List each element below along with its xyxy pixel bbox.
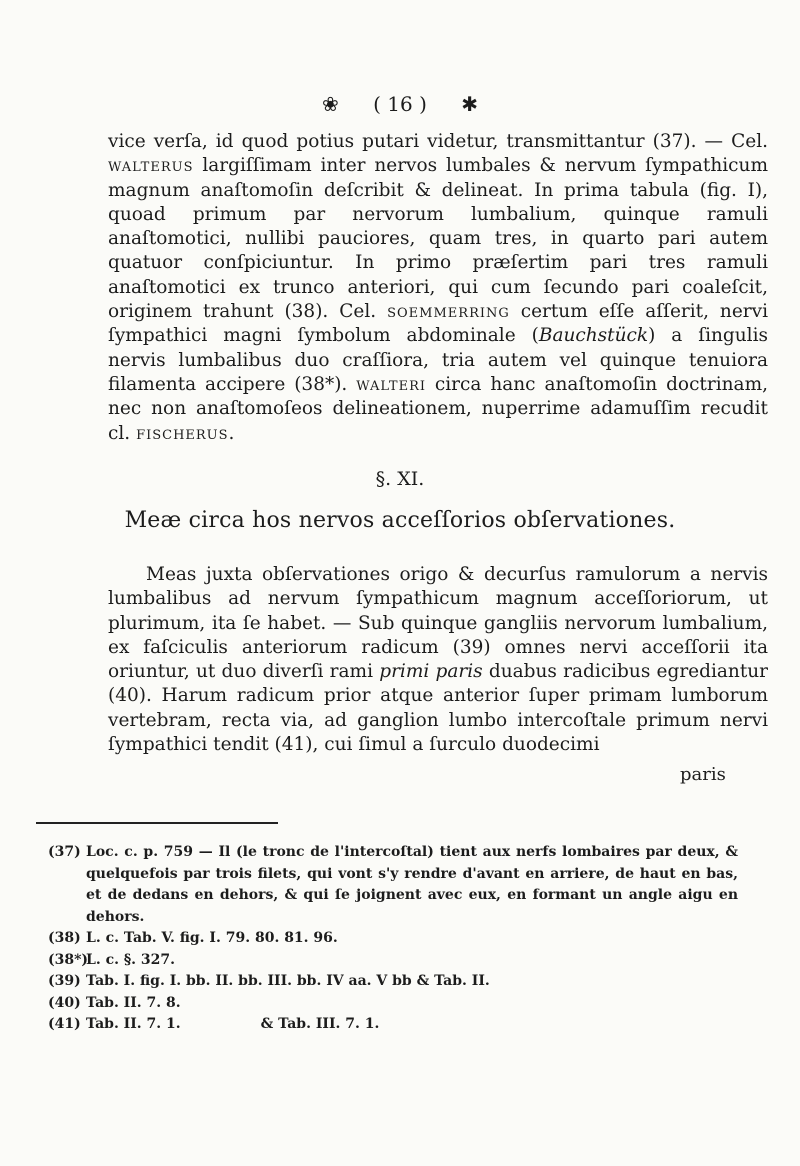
page-header <box>0 92 800 116</box>
section-number: §. XI. <box>375 468 425 490</box>
para2-part2: duabus radicibus egrediantur (40). Harum radicum prior atque anterior ſuper primam lumborum vertebram, recta via, ad ganglion lumbo intercoſtale primum nervi ſympathici tendit (41), cui ſimul a ſurculo duodecimi <box>108 661 769 756</box>
footnote-number: (38*) <box>48 951 89 968</box>
footnote-text: Loc. c. p. 759 — Il (le tronc de l'intercoſtal) tient aux nerfs lombaires par deux, & quelquefois par trois filets, qui vont s'y rendre d'avant en arriere, de haut en bas, et de dedans en dehors, & qui ſe joignent avec eux, en formant un angle aigu en dehors. <box>86 844 738 925</box>
footnote <box>48 971 738 993</box>
author-name: walterus <box>108 155 194 177</box>
footnote-text: & Tab. III. 7. 1. <box>260 1016 380 1032</box>
paragraph-continued <box>108 130 768 446</box>
para1-part2: certum eſſe aſſerit, nervi ſympathici magni ſymbolum abdominale ( <box>108 301 768 347</box>
footnote-text: Tab. II. 7. 1. <box>86 1016 181 1032</box>
flower-ornament-icon: ❀ <box>321 92 339 116</box>
footnote-number: (37) <box>48 844 81 860</box>
footnote-number: (39) <box>48 973 81 989</box>
para1-part4: circa hanc anaſtomoſin doctrinam, nec non anaſtomoſeos delineationem, nuperrime adamuſſim recudit cl. <box>108 373 768 444</box>
footnote-number: (40) <box>48 994 81 1011</box>
author-name: soemmerring <box>387 301 510 323</box>
footnote <box>48 1014 738 1036</box>
german-term: Bauchstück <box>538 325 649 347</box>
footnote-text: Tab. II. 7. 8. <box>86 994 181 1011</box>
page-number: ( 16 ) <box>373 92 427 116</box>
author-name: walteri <box>356 373 426 395</box>
footnote-rule <box>36 822 278 824</box>
latin-term: primi paris <box>379 661 483 683</box>
footnote-text: L. c. §. 327. <box>86 951 176 968</box>
star-ornament-icon: ✱ <box>461 92 479 116</box>
footnotes <box>48 842 738 1036</box>
para1-middle: largiſſimam inter nervos lumbales & nervum ſympathicum magnum anaſtomoſin deſcribit & delineat. In prima tabula (fig. I), quoad primum par nervorum lumbalium, quinque ramuli anaſtomotici, nullibi pauciores, quam tres, in quarto pari autem quatuor conſpiciuntur. In primo præſertim pari tres ramuli anaſtomotici ex trunco anteriori, qui cum ſecundo pari coaleſcit, originem trahunt (38). Cel. <box>108 155 768 323</box>
para2-part1: Meas juxta obſervationes origo & decurſus ramulorum a nervis lumbalibus ad nervum ſympathicum magnum acceſſoriorum, ut plurimum, ita ſe habet. — Sub quinque gangliis nervorum lumbalium, ex faſciculis anteriorum radicum (39) omnes nervi acceſſorii ita oriuntur, ut duo diverſi rami <box>108 564 768 683</box>
footnote-number: (41) <box>48 1016 81 1032</box>
para1-lead: vice verſa, id quod potius putari videtur, transmittantur (37). — Cel. <box>108 131 768 152</box>
section-title: Meæ circa hos nervos acceſſorios obſervationes. <box>124 508 676 533</box>
author-name: fischerus. <box>136 422 236 444</box>
footnote <box>48 993 738 1015</box>
footnote-text: Tab. I. fig. I. bb. II. bb. III. bb. IV aa. V bb & Tab. II. <box>86 973 490 989</box>
footnote <box>48 928 738 950</box>
para1-part3: ) a ſingulis nervis lumbalibus duo craſſiora, tria autem vel quinque tenuiora filamenta accipere (38*). <box>108 325 768 395</box>
catchword: paris <box>680 764 726 785</box>
footnote <box>48 842 738 928</box>
footnote-text: L. c. Tab. V. fig. I. 79. 80. 81. 96. <box>86 930 338 946</box>
footnote-number: (38) <box>48 930 81 946</box>
section-paragraph <box>108 563 768 757</box>
footnote <box>48 950 738 972</box>
